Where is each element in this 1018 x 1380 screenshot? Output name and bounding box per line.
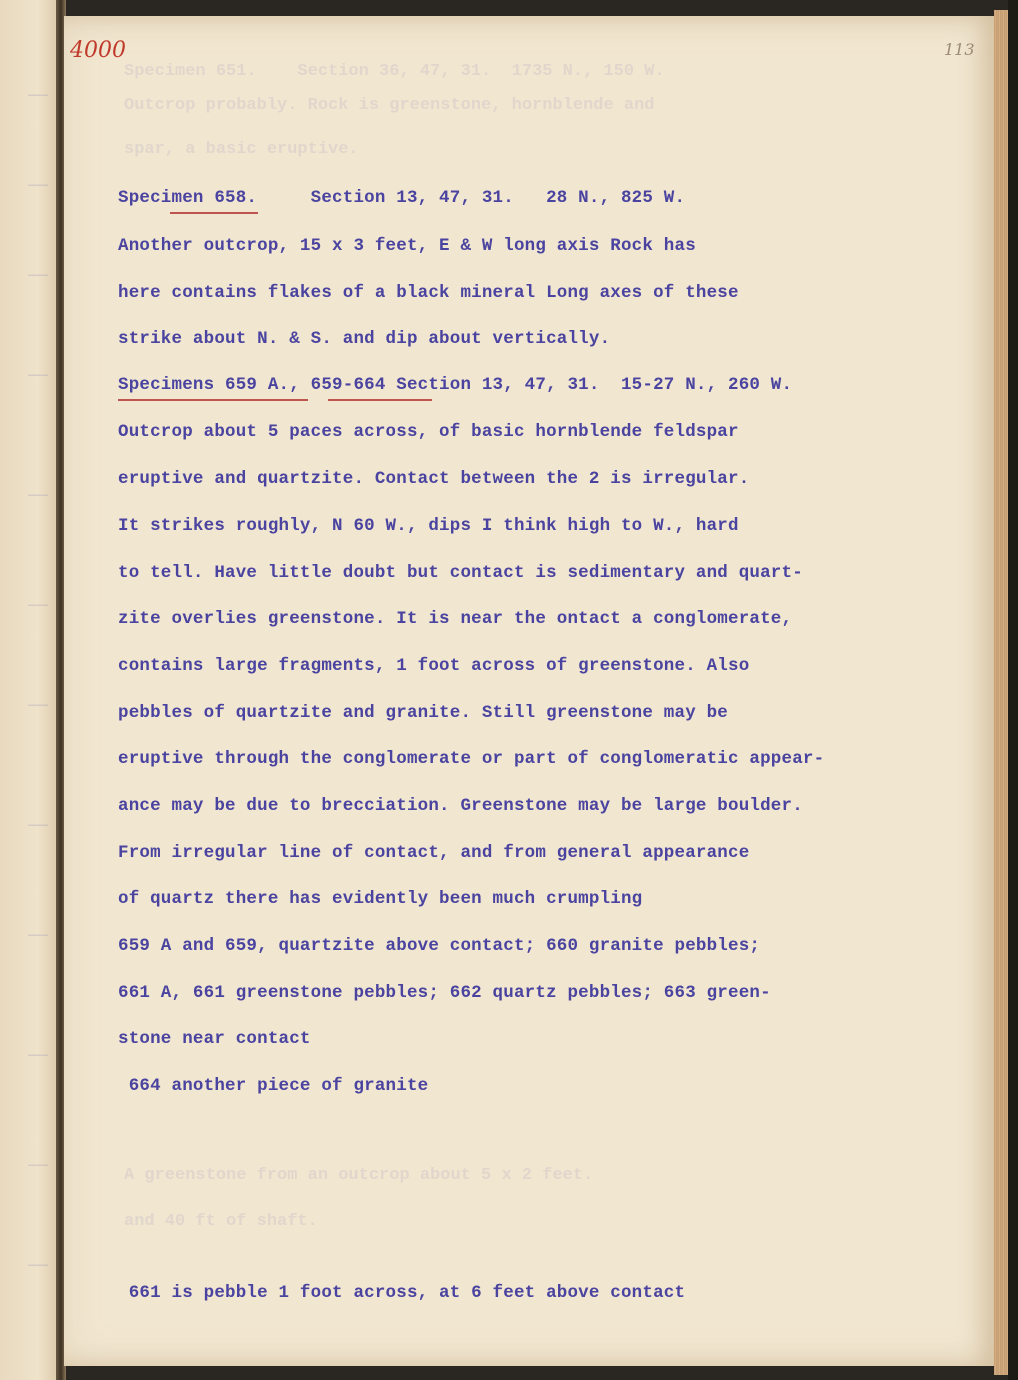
text-line: eruptive through the conglomerate or part of conglomeratic appear- (118, 749, 825, 769)
text-line: eruptive and quartzite. Contact between the 2 is irregular. (118, 469, 750, 489)
bleed-through-text: ——— (28, 1050, 48, 1062)
facing-page (0, 0, 62, 1380)
bleed-through-text: ——— (28, 700, 48, 712)
text-line: It strikes roughly, N 60 W., dips I think high to W., hard (118, 516, 739, 536)
text-line: zite overlies greenstone. It is near the ontact a conglomerate, (118, 609, 793, 629)
page-edges (994, 10, 1008, 1375)
text-line: strike about N. & S. and dip about vertically. (118, 329, 611, 349)
text-line: contains large fragments, 1 foot across of greenstone. Also (118, 656, 750, 676)
page-number: 113 (944, 40, 975, 59)
text-line: 664 another piece of granite (118, 1076, 429, 1096)
bleed-through-text: ——— (28, 180, 48, 192)
text-line: Outcrop about 5 paces across, of basic hornblende feldspar (118, 422, 739, 442)
text-line: here contains flakes of a black mineral Long axes of these (118, 283, 739, 303)
text-line: Specimens 659 A., 659-664 Section 13, 47, 31. 15-27 N., 260 W. (118, 375, 793, 395)
text-line: 661 A, 661 greenstone pebbles; 662 quartz pebbles; 663 green- (118, 983, 771, 1003)
text-line: stone near contact (118, 1029, 311, 1049)
book-cover-edge (1008, 0, 1018, 1380)
bleed-through-text: ——— (28, 930, 48, 942)
red-underline (118, 399, 308, 401)
show-through-text: spar, a basic eruptive. (124, 140, 359, 159)
text-line: From irregular line of contact, and from general appearance (118, 843, 750, 863)
bleed-through-text: ——— (28, 490, 48, 502)
show-through-text: Outcrop probably. Rock is greenstone, hornblende and (124, 96, 655, 115)
bleed-through-text: ——— (28, 270, 48, 282)
footer-note: 661 is pebble 1 foot across, at 6 feet above contact (118, 1283, 686, 1303)
red-underline (328, 399, 432, 401)
text-line: to tell. Have little doubt but contact is sedimentary and quart- (118, 563, 803, 583)
bleed-through-text: ——— (28, 600, 48, 612)
text-line: of quartz there has evidently been much crumpling (118, 889, 643, 909)
show-through-text: and 40 ft of shaft. (124, 1212, 318, 1231)
text-line: ance may be due to brecciation. Greenstone may be large boulder. (118, 796, 803, 816)
bleed-through-text: ——— (28, 370, 48, 382)
text-line: Another outcrop, 15 x 3 feet, E & W long axis Rock has (118, 236, 696, 256)
bleed-through-text: ——— (28, 1260, 48, 1272)
archive-number: 4000 (70, 38, 126, 63)
red-underline (170, 212, 258, 214)
document-page (64, 16, 996, 1366)
show-through-text: A greenstone from an outcrop about 5 x 2 feet. (124, 1166, 594, 1185)
bleed-through-text: ——— (28, 90, 48, 102)
text-line: 659 A and 659, quartzite above contact; 660 granite pebbles; (118, 936, 761, 956)
bleed-through-text: ——— (28, 820, 48, 832)
bleed-through-text: ——— (28, 1160, 48, 1172)
show-through-text: Specimen 651. Section 36, 47, 31. 1735 N., 150 W. (124, 62, 665, 81)
text-line: pebbles of quartzite and granite. Still greenstone may be (118, 703, 728, 723)
text-line: Specimen 658. Section 13, 47, 31. 28 N., 825 W. (118, 188, 686, 208)
